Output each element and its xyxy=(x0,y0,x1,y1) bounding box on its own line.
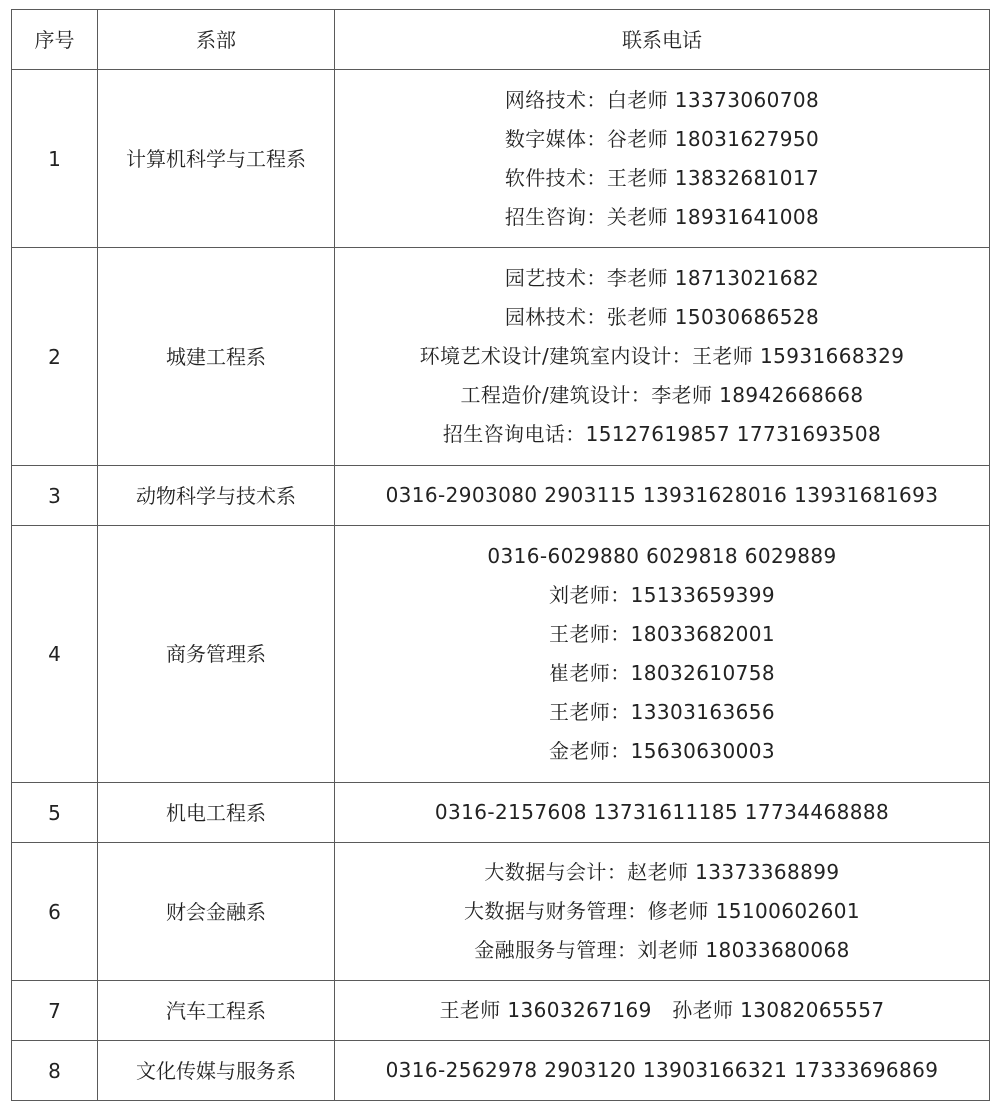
contact-line: 王老师：13303163656 xyxy=(549,700,775,724)
department-name: 机电工程系 xyxy=(166,800,266,825)
department-name: 汽车工程系 xyxy=(166,998,266,1023)
row-index-cell xyxy=(12,526,98,783)
contact-line: 招生咨询电话：15127619857 17731693508 xyxy=(442,422,882,446)
table-row xyxy=(12,248,990,466)
table-row xyxy=(12,466,990,526)
phone-cell xyxy=(335,783,990,843)
header-phone-label: 联系电话 xyxy=(622,27,702,52)
contact-line: 数字媒体：谷老师 18031627950 xyxy=(504,126,820,151)
contact-line: 0316-6029880 6029818 6029889 xyxy=(487,544,837,568)
contact-line: 0316-2903080 2903115 13931628016 13931681693 xyxy=(385,483,939,507)
phone-cell xyxy=(335,981,990,1041)
table-row xyxy=(12,1041,990,1101)
row-index-cell xyxy=(12,466,98,526)
department-cell xyxy=(98,70,335,248)
table-header-row xyxy=(12,10,990,70)
department-cell xyxy=(98,526,335,783)
department-name: 财会金融系 xyxy=(166,899,266,924)
header-phone xyxy=(335,10,990,70)
row-index-cell xyxy=(12,981,98,1041)
department-name: 动物科学与技术系 xyxy=(136,483,296,508)
table-row xyxy=(12,526,990,783)
department-cell xyxy=(98,248,335,466)
department-cell xyxy=(98,1041,335,1101)
contact-line: 0316-2157608 13731611185 17734468888 xyxy=(434,800,890,824)
contact-line: 网络技术：白老师 13373060708 xyxy=(504,87,820,112)
contact-line: 金老师：15630630003 xyxy=(549,739,775,763)
contact-line: 园艺技术：李老师 18713021682 xyxy=(504,266,820,290)
header-index xyxy=(12,10,98,70)
row-index-cell xyxy=(12,70,98,248)
department-cell xyxy=(98,843,335,981)
contact-line: 王老师 13603267169 孙老师 13082065557 xyxy=(439,998,885,1022)
row-index: 8 xyxy=(48,1058,61,1083)
department-cell xyxy=(98,783,335,843)
contact-line: 王老师：18033682001 xyxy=(549,622,775,646)
row-index: 3 xyxy=(48,483,61,508)
header-department xyxy=(98,10,335,70)
table-row xyxy=(12,843,990,981)
department-name: 计算机科学与工程系 xyxy=(126,146,306,171)
row-index: 5 xyxy=(48,800,61,825)
contact-line: 大数据与财务管理：修老师 15100602601 xyxy=(464,899,860,923)
table-row xyxy=(12,783,990,843)
phone-cell xyxy=(335,526,990,783)
row-index: 2 xyxy=(48,344,61,369)
contact-line: 0316-2562978 2903120 13903166321 17333696869 xyxy=(385,1058,939,1082)
row-index: 1 xyxy=(48,146,61,171)
row-index-cell xyxy=(12,843,98,981)
table-row xyxy=(12,981,990,1041)
row-index: 6 xyxy=(48,899,61,924)
row-index-cell xyxy=(12,1041,98,1101)
phone-cell xyxy=(335,248,990,466)
contact-line: 刘老师：15133659399 xyxy=(549,583,775,607)
row-index-cell xyxy=(12,248,98,466)
phone-cell xyxy=(335,843,990,981)
contact-line: 软件技术：王老师 13832681017 xyxy=(504,165,820,190)
contact-line: 环境艺术设计/建筑室内设计：王老师 15931668329 xyxy=(419,344,905,368)
phone-cell xyxy=(335,466,990,526)
department-name: 城建工程系 xyxy=(166,344,266,369)
contact-line: 园林技术：张老师 15030686528 xyxy=(504,305,820,329)
header-index-label: 序号 xyxy=(34,27,75,52)
department-cell xyxy=(98,466,335,526)
contact-line: 大数据与会计：赵老师 13373368899 xyxy=(484,860,840,884)
phone-cell xyxy=(335,1041,990,1101)
contact-line: 崔老师：18032610758 xyxy=(549,661,775,685)
department-name: 商务管理系 xyxy=(166,642,266,666)
contact-line: 招生咨询：关老师 18931641008 xyxy=(504,204,820,229)
row-index-cell xyxy=(12,783,98,843)
department-cell xyxy=(98,981,335,1041)
table-row xyxy=(12,70,990,248)
contact-table xyxy=(11,9,990,1101)
department-name: 文化传媒与服务系 xyxy=(136,1058,296,1083)
phone-cell xyxy=(335,70,990,248)
row-index: 7 xyxy=(48,998,61,1023)
contact-line: 金融服务与管理：刘老师 18033680068 xyxy=(474,938,850,962)
header-department-label: 系部 xyxy=(196,27,236,52)
contact-line: 工程造价/建筑设计：李老师 18942668668 xyxy=(460,383,864,407)
row-index: 4 xyxy=(48,642,61,666)
